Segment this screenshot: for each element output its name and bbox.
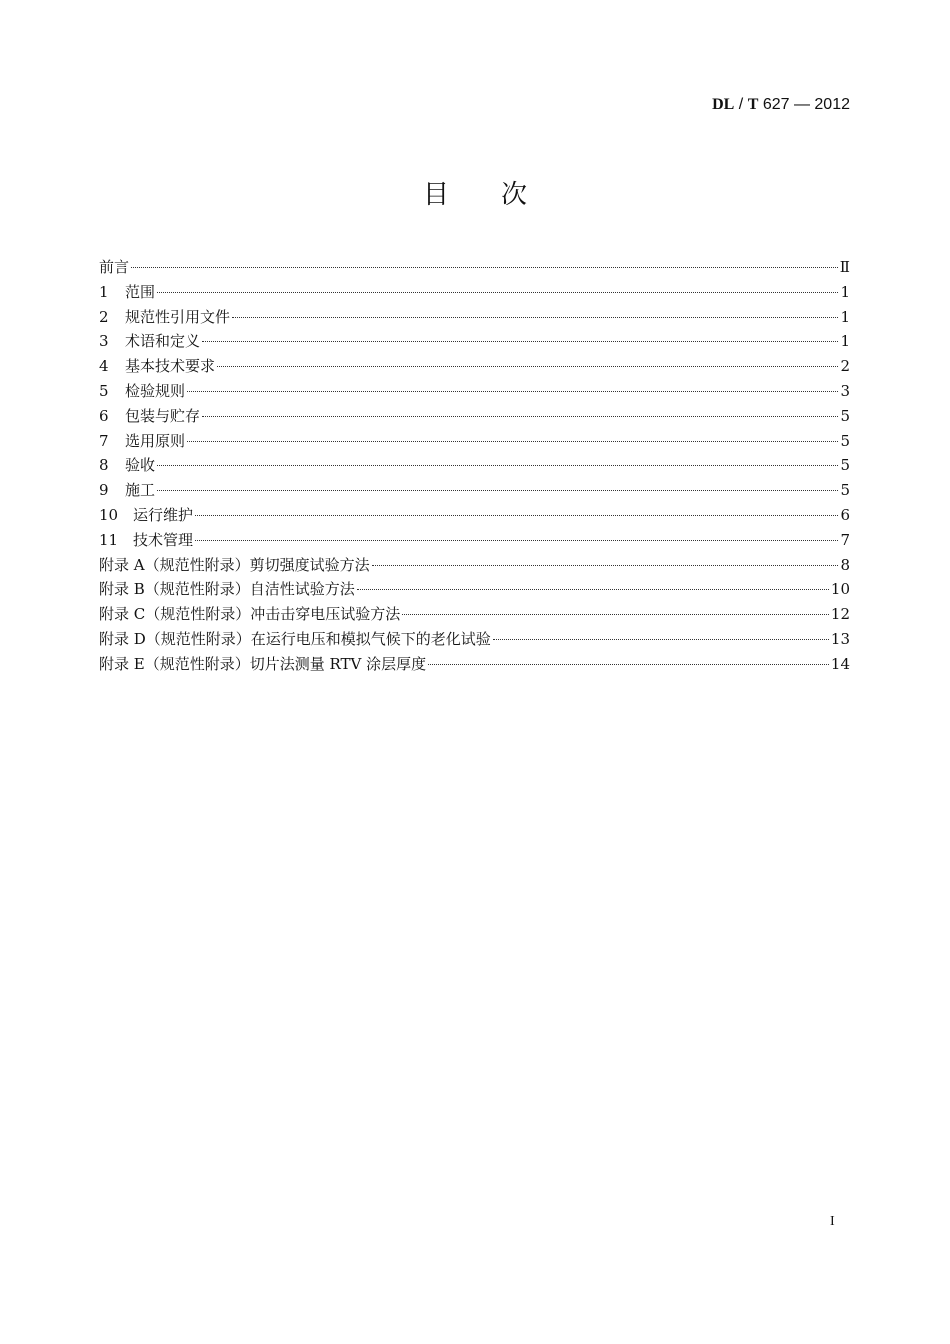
toc-entry[interactable] [99,627,850,652]
toc-entry[interactable] [99,354,850,379]
toc-entry-page: 10 [830,580,850,599]
toc-title-char-1: 目 [422,180,449,210]
toc-entry-page: 1 [840,307,850,326]
toc-entry-title: 附录 E（规范性附录）切片法测量 RTV 涂层厚度 [99,654,427,673]
toc-entry[interactable] [99,329,850,354]
toc-entry-page: 12 [830,605,850,624]
toc-dot-leader [157,490,838,491]
toc-entry-title: 基本技术要求 [125,357,216,376]
page-number: I [830,1214,835,1229]
toc-entry[interactable] [99,453,850,478]
toc-entry-title: 验收 [125,456,156,475]
toc-entry[interactable] [99,255,850,280]
toc-entry[interactable] [99,503,850,528]
toc-entry-page: 5 [840,481,850,500]
toc-entry-number: 4 [99,357,109,376]
toc-dot-leader [187,391,838,392]
toc-entry-number: 10 [99,505,119,524]
toc-entry[interactable] [99,652,850,677]
toc-dot-leader [372,565,839,566]
toc-title [0,174,950,211]
toc-entry-number: 5 [99,381,109,400]
table-of-contents [99,255,850,677]
toc-dot-leader [157,465,838,466]
toc-dot-leader [402,614,829,615]
toc-entry-title: 前言 [99,258,130,276]
toc-dot-leader [195,515,838,516]
toc-entry-title: 技术管理 [133,530,194,549]
toc-entry-page: 2 [840,357,850,376]
toc-entry[interactable] [99,404,850,429]
toc-entry-title: 运行维护 [133,505,194,524]
toc-dot-leader [195,540,838,541]
toc-entry[interactable] [99,478,850,503]
standard-code [712,96,850,114]
toc-entry-page: Ⅱ [839,258,850,276]
toc-entry-number: 8 [99,456,109,475]
toc-entry-number: 3 [99,332,109,351]
toc-entry-number: 7 [99,431,109,450]
toc-entry-page: 8 [840,555,850,574]
toc-entry-page: 1 [840,332,850,351]
toc-entry-page: 6 [840,505,850,524]
toc-dot-leader [131,267,838,268]
toc-entry-page: 1 [840,282,850,301]
toc-entry-title: 选用原则 [125,431,186,450]
toc-dot-leader [202,341,838,342]
toc-entry-number: 6 [99,406,109,425]
toc-dot-leader [493,639,829,640]
toc-entry[interactable] [99,429,850,454]
toc-entry-page: 5 [840,456,850,475]
toc-dot-leader [217,366,838,367]
toc-dot-leader [357,589,829,590]
toc-dot-leader [202,416,838,417]
toc-entry-page: 5 [840,431,850,450]
toc-entry[interactable] [99,528,850,553]
standard-code-slash: / [738,96,744,113]
toc-entry-page: 3 [840,381,850,400]
toc-entry-title: 规范性引用文件 [125,307,231,326]
toc-entry-number: 1 [99,282,109,301]
toc-entry-title: 检验规则 [125,381,186,400]
toc-title-char-2: 次 [501,180,528,210]
toc-entry[interactable] [99,305,850,330]
toc-entry-title: 施工 [125,481,156,500]
toc-entry-title: 附录 C（规范性附录）冲击击穿电压试验方法 [99,605,401,624]
toc-dot-leader [232,317,838,318]
toc-entry-page: 7 [840,530,850,549]
toc-entry-page: 5 [840,406,850,425]
toc-entry[interactable] [99,553,850,578]
standard-code-prefix: DL [712,96,735,113]
toc-entry[interactable] [99,280,850,305]
toc-entry[interactable] [99,379,850,404]
standard-code-number: 627 — 2012 [762,96,850,113]
toc-entry[interactable] [99,602,850,627]
toc-entry-title: 附录 D（规范性附录）在运行电压和模拟气候下的老化试验 [99,629,491,648]
toc-entry-number: 2 [99,307,109,326]
toc-entry-title: 附录 A（规范性附录）剪切强度试验方法 [99,555,370,574]
toc-entry-title: 术语和定义 [125,332,201,351]
toc-dot-leader [187,441,838,442]
toc-entry[interactable] [99,577,850,602]
toc-entry-page: 13 [830,629,850,648]
toc-entry-page: 14 [830,654,850,673]
toc-entry-number: 11 [99,530,119,549]
standard-code-t: T [747,96,759,113]
toc-entry-title: 范围 [125,282,156,301]
toc-dot-leader [428,664,829,665]
toc-entry-number: 9 [99,481,109,500]
toc-entry-title: 包装与贮存 [125,406,201,425]
toc-dot-leader [157,292,838,293]
toc-entry-title: 附录 B（规范性附录）自洁性试验方法 [99,580,355,599]
